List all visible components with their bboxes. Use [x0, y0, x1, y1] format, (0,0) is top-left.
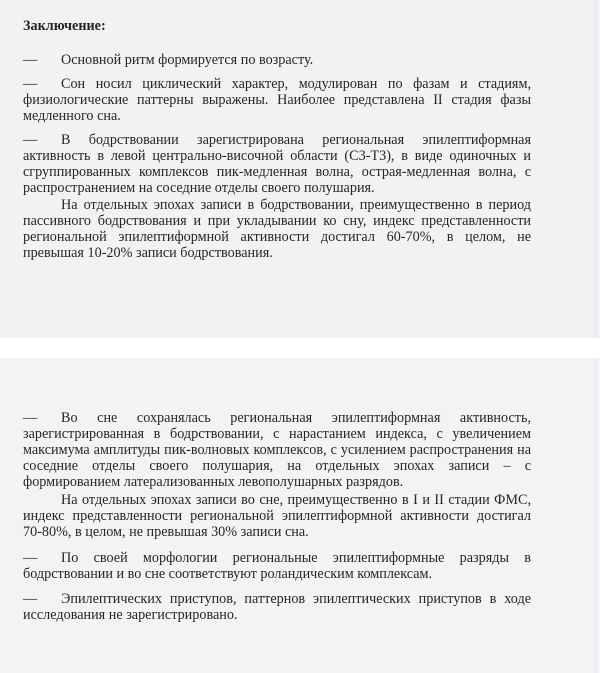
scan-edge [594, 0, 600, 338]
scan-edge [594, 358, 600, 673]
paragraph-text: Эпилептических приступов, паттернов эпилептических приступов в ходе исследования не зарегистрировано. [23, 591, 531, 623]
paragraph-text: По своей морфологии региональные эпилептиформные разряды в бодрствовании и во сне соответствуют роландическим комплексам. [23, 550, 531, 582]
list-dash: — [23, 550, 38, 566]
paragraph-sleep-activity [23, 410, 531, 490]
list-dash: — [23, 76, 38, 92]
paragraph-text: На отдельных эпохах записи во сне, преимущественно в I и II стадии ФМС, индекс представленности региональной эпилептиформной активности достигал 70-80%, в целом, не превышая 30% записи сна. [23, 492, 531, 540]
paragraph-text: Основной ритм формируется по возрасту. [61, 52, 314, 68]
paragraph-sleep [23, 76, 531, 124]
paragraph-rhythm [23, 52, 531, 68]
paragraph-text: Во сне сохранялась региональная эпилептиформная активность, зарегистрированная в бодрствовании, с нарастанием индекса, с увеличением максимума амплитуды пик-волновых комплексов, с усилением распространения на соседние отделы своего полушария, на отдельных эпохах записи – с формированием латерализованных левополушарных разрядов. [23, 410, 531, 490]
paragraph-wake-activity [23, 132, 531, 196]
report-page-2 [0, 358, 600, 673]
list-dash: — [23, 591, 38, 607]
list-dash: — [23, 410, 38, 426]
paragraph-sleep-index [23, 492, 531, 540]
paragraph-morphology [23, 550, 531, 582]
paragraph-text: В бодрствовании зарегистрирована региональная эпилептиформная активность в левой центрально-височной области (C3-T3), в виде одиночных и сгруппированных комплексов пик-медленная волна, острая-медленная волна, с распространением на соседние отделы своего полушария. [23, 132, 531, 196]
list-dash: — [23, 132, 38, 148]
paragraph-seizures [23, 591, 531, 623]
paragraph-text: На отдельных эпохах записи в бодрствовании, преимущественно в период пассивного бодрствования и при укладывании ко сну, индекс представленности региональной эпилептиформной активности достигал 60-70%, в целом, не превышая 10-20% записи бодрствования. [23, 197, 531, 261]
conclusion-heading: Заключение: [23, 18, 106, 34]
paragraph-text: Сон носил циклический характер, модулирован по фазам и стадиям, физиологические паттерны выражены. Наиболее представлена II стадия фазы медленного сна. [23, 76, 531, 124]
list-dash: — [23, 52, 38, 68]
paragraph-wake-index [23, 197, 531, 261]
